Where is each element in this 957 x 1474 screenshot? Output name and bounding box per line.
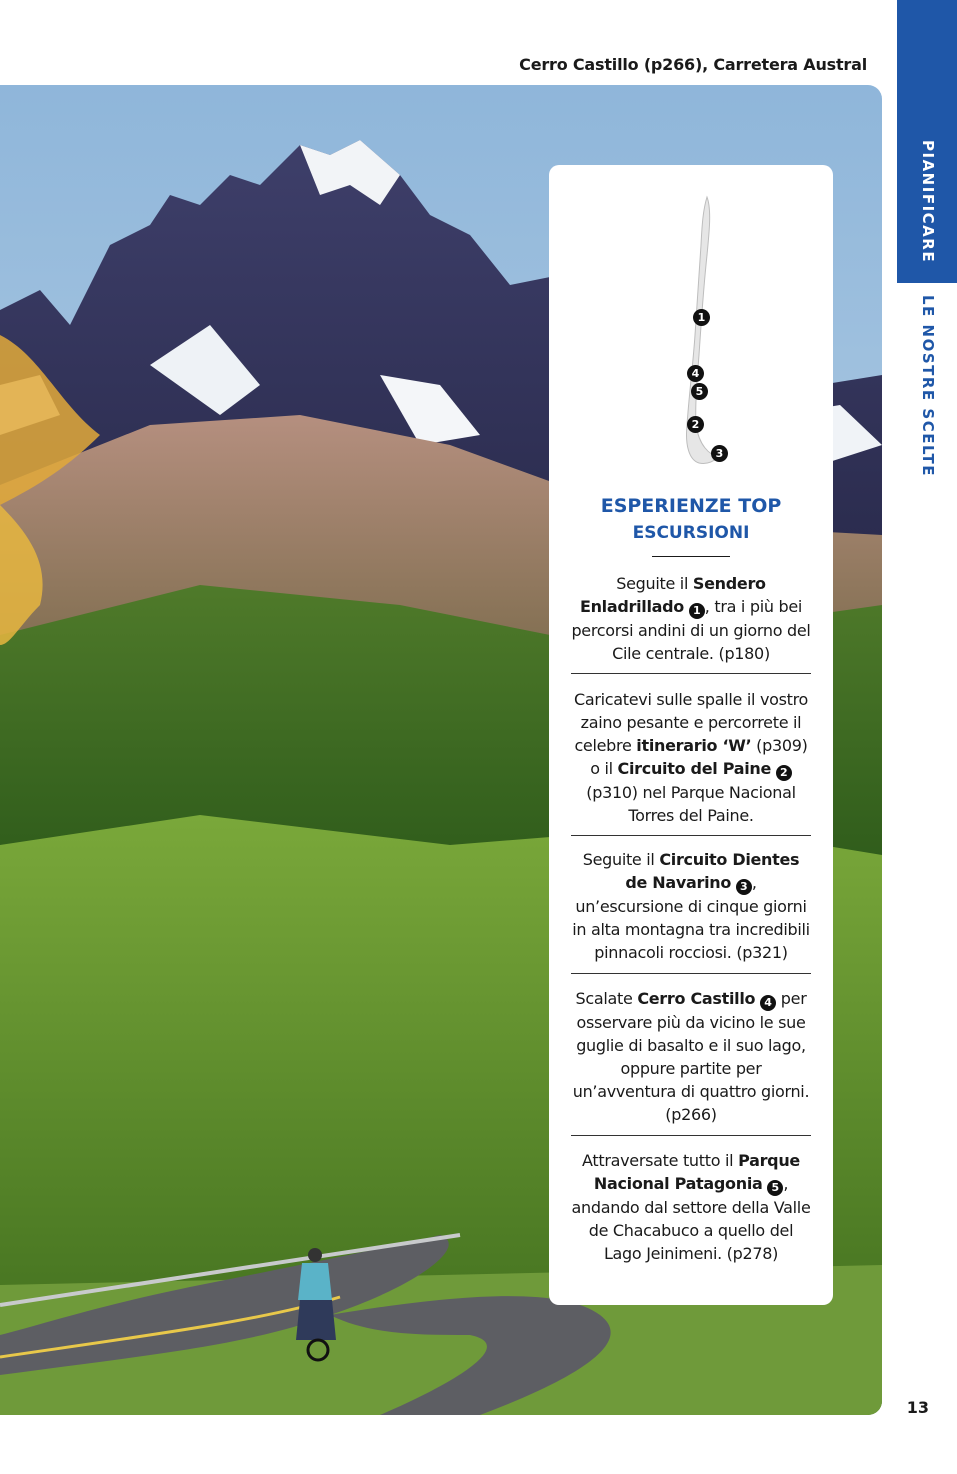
- number-marker: 1: [689, 603, 705, 619]
- section-label: PIANIFICARE: [919, 140, 937, 264]
- divider: [571, 1135, 811, 1136]
- divider: [571, 973, 811, 974]
- number-marker: 3: [736, 879, 752, 895]
- top-experiences-panel: [549, 165, 833, 1305]
- experience-item: Seguite il Circuito Dientes de Navarino 3 , un’escursione di cinque giorni in alta montagna tra incredibili pinnacoli rocciosi. (p321): [572, 850, 810, 962]
- experience-item: Attraversate tutto il Parque Nacional Patagonia 5 , andando dal settore della Valle de Chacabuco a quello del Lago Jeinimeni. (p278): [571, 1151, 811, 1263]
- map-marker: 2: [687, 416, 704, 433]
- experience-item: Scalate Cerro Castillo 4 per osservare più da vicino le sue guglie di basalto e il suo lago, oppure partite per un’avventura di quattro giorni. (p266): [572, 989, 810, 1124]
- experience-item: Caricatevi sulle spalle il vostro zaino pesante e percorrete il celebre itinerario ‘W’ (p309) o il Circuito del Paine 2 (p310) nel Parque Nacional Torres del Paine.: [573, 690, 809, 825]
- experience-item: Seguite il Sendero Enladrillado 1 , tra i più bei percorsi andini di un giorno del Cile centrale. (p180): [571, 574, 811, 663]
- panel-subtitle: ESCURSIONI: [632, 523, 750, 543]
- divider: [652, 556, 730, 557]
- divider: [571, 673, 811, 674]
- page-number: 13: [906, 1398, 929, 1417]
- number-marker: 4: [760, 995, 776, 1011]
- divider: [571, 835, 811, 836]
- number-marker: 2: [776, 765, 792, 781]
- map-marker: 1: [693, 309, 710, 326]
- map-marker: 3: [711, 445, 728, 462]
- panel-title: ESPERIENZE TOP: [600, 495, 782, 517]
- photo-caption: Cerro Castillo (p266), Carretera Austral: [519, 55, 867, 74]
- subsection-label: LE NOSTRE SCELTE: [919, 295, 937, 477]
- number-marker: 5: [767, 1180, 783, 1196]
- map-marker: 4: [687, 365, 704, 382]
- map-marker: 5: [691, 383, 708, 400]
